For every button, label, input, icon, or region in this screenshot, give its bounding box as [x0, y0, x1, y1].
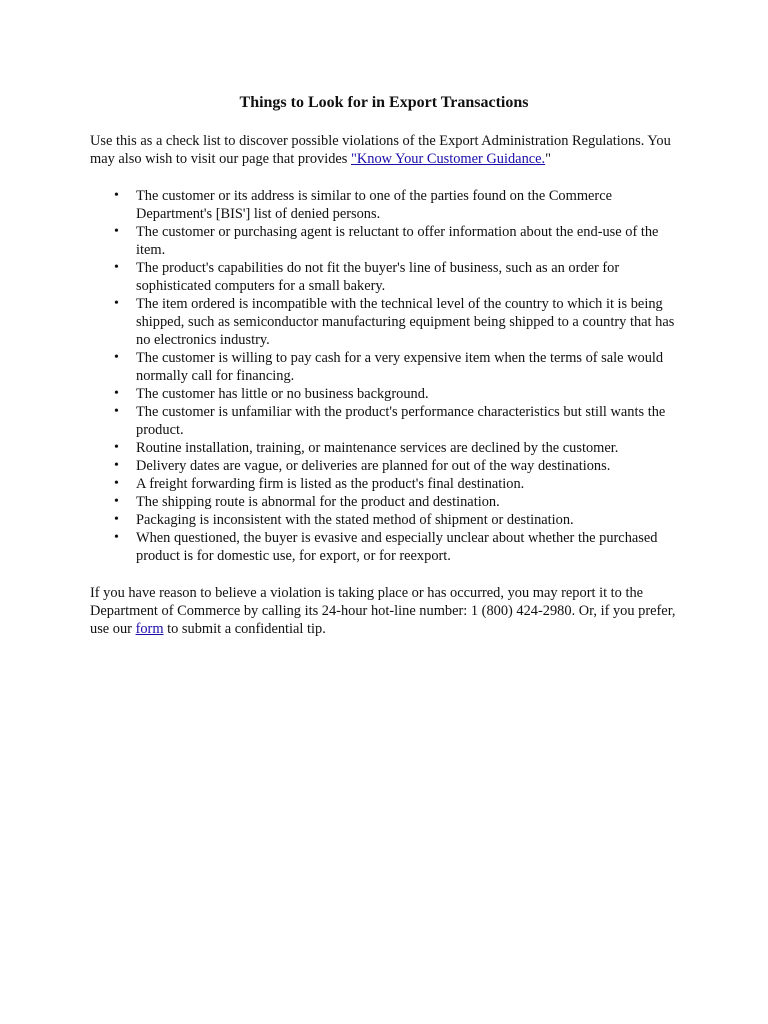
bullet-icon: •	[114, 404, 119, 419]
list-item	[90, 457, 685, 475]
closing-text-end: to submit a confidential tip.	[163, 621, 326, 637]
list-item	[90, 349, 685, 385]
list-item-text: Routine installation, training, or maintenance services are declined by the customer.	[136, 440, 619, 456]
intro-text-end: "	[545, 151, 552, 167]
list-item	[90, 259, 685, 295]
list-item-text: The customer is willing to pay cash for a very expensive item when the terms of sale would normally call for financing.	[136, 350, 664, 384]
closing-text: If you have reason to believe a violation is taking place or has occurred, you may report it to the Department of Commerce by calling its 24-hour hot-line number: 1 (800) 424-2980. Or, if you prefer, use our	[90, 585, 676, 637]
bullet-icon: •	[114, 260, 119, 275]
list-item	[90, 295, 685, 349]
list-item	[90, 529, 685, 565]
bullet-icon: •	[114, 296, 119, 311]
intro-text: Use this as a check list to discover possible violations of the Export Administration Regulations. You may also wish to visit our page that provides	[90, 133, 671, 167]
bullet-icon: •	[114, 224, 119, 239]
list-item-text: Packaging is inconsistent with the stated method of shipment or destination.	[136, 512, 574, 528]
page-title: Things to Look for in Export Transactions	[239, 94, 529, 111]
list-item-text: When questioned, the buyer is evasive and especially unclear about whether the purchased product is for domestic use, for export, or for reexport.	[136, 530, 658, 564]
list-item	[90, 439, 685, 457]
list-item-text: A freight forwarding firm is listed as the product's final destination.	[136, 476, 525, 492]
list-item-text: The shipping route is abnormal for the product and destination.	[136, 494, 500, 510]
list-item	[90, 385, 685, 403]
list-item-text: The product's capabilities do not fit the buyer's line of business, such as an order for sophisticated computers for a small bakery.	[136, 260, 620, 294]
bullet-icon: •	[114, 512, 119, 527]
intro-paragraph	[90, 132, 685, 168]
list-item-text: The item ordered is incompatible with the technical level of the country to which it is being shipped, such as semiconductor manufacturing equipment being shipped to a country that has no electronics industry.	[136, 296, 675, 348]
bullet-icon: •	[114, 530, 119, 545]
know-your-customer-link[interactable]: "Know Your Customer Guidance.	[351, 151, 546, 167]
list-item-text: The customer or its address is similar to one of the parties found on the Commerce Department's [BIS'] list of denied persons.	[136, 188, 612, 222]
list-item	[90, 223, 685, 259]
bullet-icon: •	[114, 350, 119, 365]
list-item	[90, 511, 685, 529]
report-form-link[interactable]: form	[135, 621, 164, 637]
bullet-icon: •	[114, 386, 119, 401]
list-item-text: Delivery dates are vague, or deliveries are planned for out of the way destinations.	[136, 458, 611, 474]
list-item-text: The customer has little or no business background.	[136, 386, 429, 402]
list-item-text: The customer or purchasing agent is reluctant to offer information about the end-use of the item.	[136, 224, 659, 258]
list-item	[90, 493, 685, 511]
list-item-text: The customer is unfamiliar with the product's performance characteristics but still wants the product.	[136, 404, 666, 438]
red-flag-checklist	[90, 187, 685, 565]
closing-paragraph	[90, 584, 685, 638]
bullet-icon: •	[114, 476, 119, 491]
list-item	[90, 187, 685, 223]
bullet-icon: •	[114, 440, 119, 455]
bullet-icon: •	[114, 458, 119, 473]
list-item	[90, 403, 685, 439]
bullet-icon: •	[114, 188, 119, 203]
list-item	[90, 475, 685, 493]
bullet-icon: •	[114, 494, 119, 509]
